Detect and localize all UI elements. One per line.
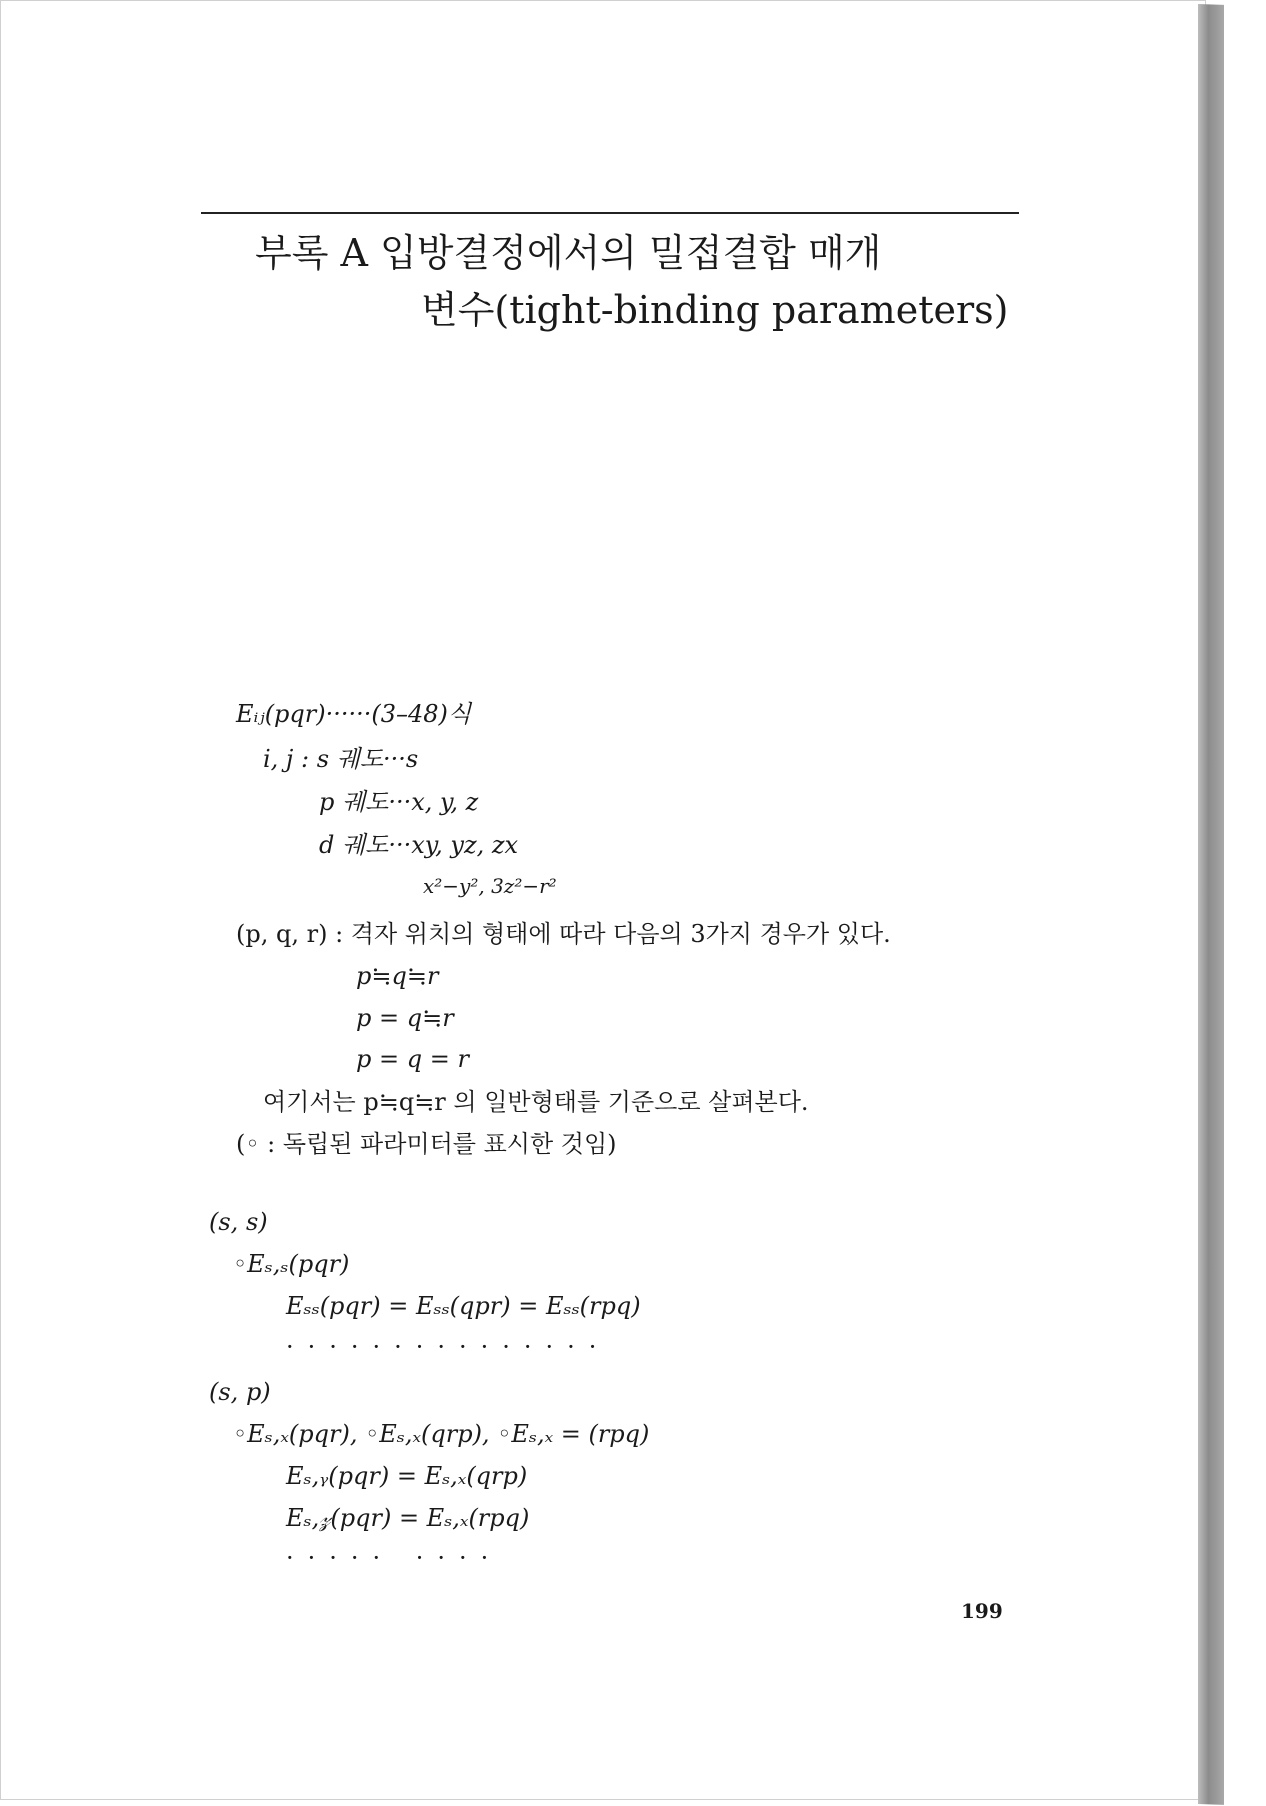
case-line: p = q = r <box>356 1045 469 1073</box>
section-line: ◦Eₛ,ₓ(pqr), ◦Eₛ,ₓ(qrp), ◦Eₛ,ₓ = (rpq) <box>233 1420 650 1448</box>
section-line: ◦Eₛ,ₛ(pqr) <box>233 1250 350 1278</box>
section-line: Eₛ,ᵧ(pqr) = Eₛ,ₓ(qrp) <box>286 1462 528 1490</box>
case-line: p≒q≒r <box>356 962 439 990</box>
section-line: Eₛ,𝓏(pqr) = Eₛ,ₓ(rpq) <box>286 1504 530 1532</box>
body-line: 여기서는 p≒q≒r 의 일반형태를 기준으로 살펴본다. <box>263 1088 809 1116</box>
section-dots: ····· ···· <box>286 1544 503 1572</box>
body-line: (p, q, r) : 격자 위치의 형태에 따라 다음의 3가지 경우가 있다. <box>236 920 891 948</box>
page-number: 199 <box>961 1599 1003 1623</box>
body-line: p 궤도···x, y, z <box>319 788 479 816</box>
body-line: x²−y², 3z²−r² <box>423 874 557 898</box>
section-header: (s, p) <box>209 1378 271 1406</box>
section-header: (s, s) <box>209 1208 268 1236</box>
body-line: i, j : s 궤도···s <box>263 745 419 773</box>
appendix-title-line-2: 변수(tight-binding parameters) <box>421 288 1009 332</box>
appendix-title-line-1: 부록 A 입방결정에서의 밀접결합 매개 <box>255 231 882 275</box>
section-line: Eₛₛ(pqr) = Eₛₛ(qpr) = Eₛₛ(rpq) <box>286 1292 641 1320</box>
page-edge-shadow <box>1198 4 1224 1805</box>
heading-rule <box>201 212 1019 214</box>
section-dots: ··············· <box>286 1333 611 1361</box>
body-line: Eᵢⱼ(pqr)······(3–48)식 <box>236 700 472 728</box>
body-line: (◦ : 독립된 파라미터를 표시한 것임) <box>236 1130 617 1158</box>
case-line: p = q≒r <box>356 1004 454 1032</box>
body-line: d 궤도···xy, yz, zx <box>319 831 519 859</box>
